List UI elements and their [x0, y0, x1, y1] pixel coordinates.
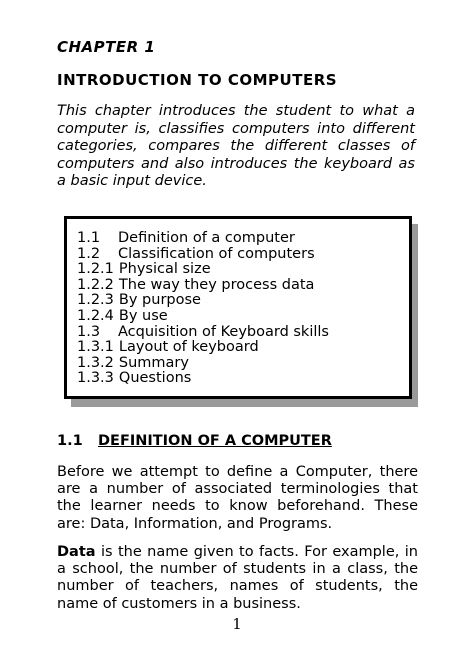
- toc-item-number: 1.2.2: [77, 276, 114, 293]
- toc-item: [77, 231, 329, 247]
- toc-item-text: By use: [118, 307, 168, 324]
- toc-list: [77, 231, 329, 387]
- toc-item-number: 1.2: [77, 245, 101, 262]
- toc-item-number: 1.1: [77, 230, 101, 246]
- toc-item-number: 1.2.3: [77, 292, 114, 309]
- toc-item: [77, 356, 329, 372]
- chapter-label: CHAPTER 1: [57, 38, 156, 56]
- section-heading: [57, 433, 332, 449]
- toc-item-text: Layout of keyboard: [118, 339, 259, 356]
- toc-item-number: 1.3: [77, 323, 101, 340]
- term-data: Data: [57, 544, 96, 560]
- toc-item-number: 1.2.4: [77, 307, 114, 324]
- toc-box: [64, 216, 412, 399]
- paragraph-data-definition: [57, 544, 418, 613]
- toc-item-text: Summary: [118, 354, 189, 371]
- section-title: DEFINITION OF A COMPUTER: [98, 433, 332, 449]
- page-number: 1: [232, 615, 242, 633]
- toc-item-number: 1.2.1: [77, 261, 114, 278]
- paragraph-terminology: Before we attempt to define a Computer, there are a number of associated terminologies that the learner needs to know beforehand. These are: Data, Information, and Programs.: [57, 464, 418, 532]
- toc-item-text: Acquisition of Keyboard skills: [118, 323, 329, 340]
- toc-item-number: 1.3.3: [77, 370, 114, 387]
- toc-item: [77, 293, 329, 309]
- chapter-intro: This chapter introduces the student to what a computer is, classifies computers into different categories, compares the different classes of computers and also introduces the keyboard as a basic input device.: [57, 103, 415, 189]
- toc-item-text: Physical size: [118, 261, 211, 278]
- toc-item: [77, 340, 329, 356]
- toc-item-text: The way they process data: [118, 276, 315, 293]
- section-number: 1.1: [57, 433, 83, 449]
- toc-item-text: Definition of a computer: [118, 230, 295, 246]
- toc-item-number: 1.3.2: [77, 354, 114, 371]
- toc-item-number: 1.3.1: [77, 339, 114, 356]
- toc-item: [77, 247, 329, 263]
- toc-item: [77, 262, 329, 278]
- toc-item-text: By purpose: [118, 292, 201, 309]
- toc-item-text: Classification of computers: [118, 245, 315, 262]
- toc-item: [77, 278, 329, 294]
- toc-item-text: Questions: [118, 370, 192, 387]
- toc-item: [77, 371, 329, 387]
- data-definition-text: is the name given to facts. For example, in a school, the number of students in a class, the number of teachers, names of students, the name of customers in a business.: [57, 544, 418, 612]
- toc-item: [77, 325, 329, 341]
- toc-item: [77, 309, 329, 325]
- chapter-title: INTRODUCTION TO COMPUTERS: [57, 71, 338, 89]
